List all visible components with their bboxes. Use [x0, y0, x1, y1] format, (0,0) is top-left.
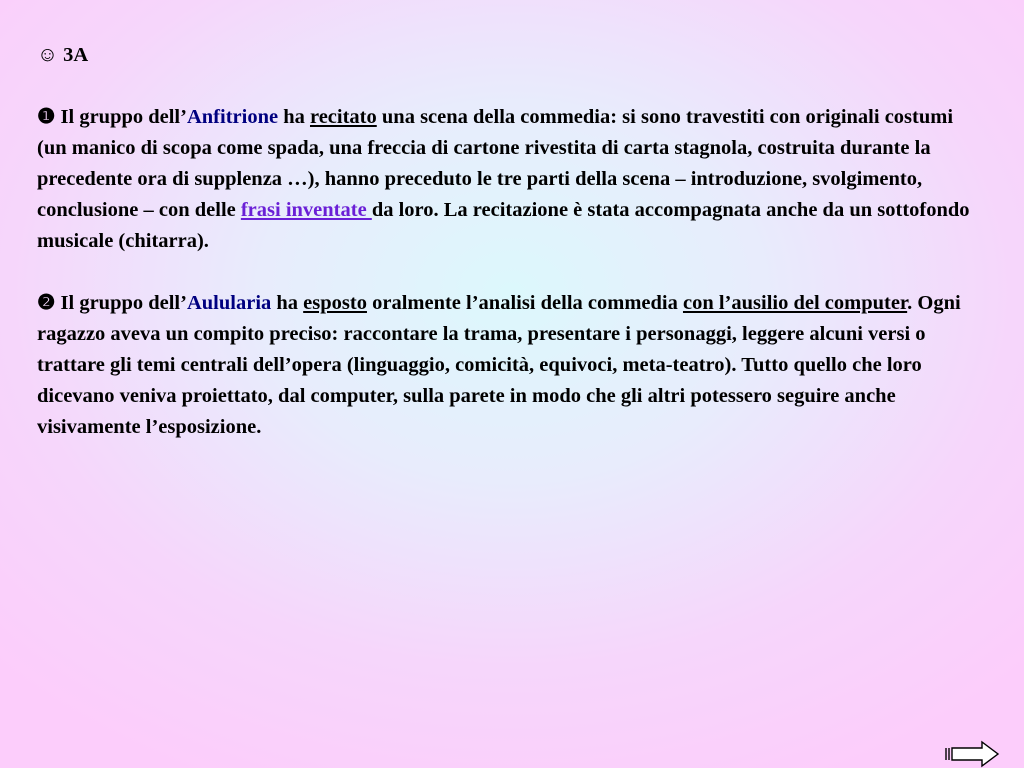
title-text: 3A: [63, 44, 89, 66]
frasi-inventate-link[interactable]: frasi inventate: [240, 199, 372, 221]
verb-recitato: recitato: [309, 106, 377, 128]
play-name-aulularia: Aulularia: [186, 292, 272, 314]
paragraph-text: ha: [278, 106, 310, 128]
smiley-icon: ☺: [37, 44, 58, 66]
paragraph-text: . Ogni ragazzo aveva un compito preciso: raccontare la trama, presentare i personaggi, leggere alcuni versi o trattare gli temi centrali dell’opera (linguaggio, comicità, equivoci, meta-teatro). Tutto quello che loro dicevano veniva proiettato, dal computer, sulla parete in modo che gli altri potessero seguire anche visivamente l’esposizione.: [37, 292, 961, 438]
paragraph-aulularia: [37, 288, 982, 443]
paragraph-text: oralmente l’analisi della commedia: [366, 292, 683, 314]
slide-title: [37, 40, 982, 71]
paragraph-text: Il gruppo dell’: [55, 292, 187, 314]
paragraph-text: Il gruppo dell’: [55, 106, 187, 128]
bullet-one-icon: ❶: [37, 106, 56, 128]
paragraph-anfitrione: [37, 102, 982, 257]
play-name-anfitrione: Anfitrione: [186, 106, 279, 128]
paragraph-text: da loro. La recitazione è stata accompagnata anche da un sottofondo musicale (chitarra).: [37, 199, 970, 252]
verb-esposto: esposto: [303, 292, 367, 314]
slide-content: [37, 40, 982, 474]
computer-phrase: con l’ausilio del computer: [682, 292, 908, 314]
paragraph-text: una scena della commedia: si sono travestiti con originali costumi (un manico di scopa come spada, una freccia di cartone rivestita di carta stagnola, costruita durante la precedente ora di supplenza …), hanno preceduto le tre parti della scena – introduzione, svolgimento, conclusione – con delle: [37, 106, 954, 221]
next-arrow-icon[interactable]: [944, 740, 1000, 768]
bullet-two-icon: ❷: [37, 292, 56, 314]
paragraph-text: ha: [271, 292, 304, 314]
